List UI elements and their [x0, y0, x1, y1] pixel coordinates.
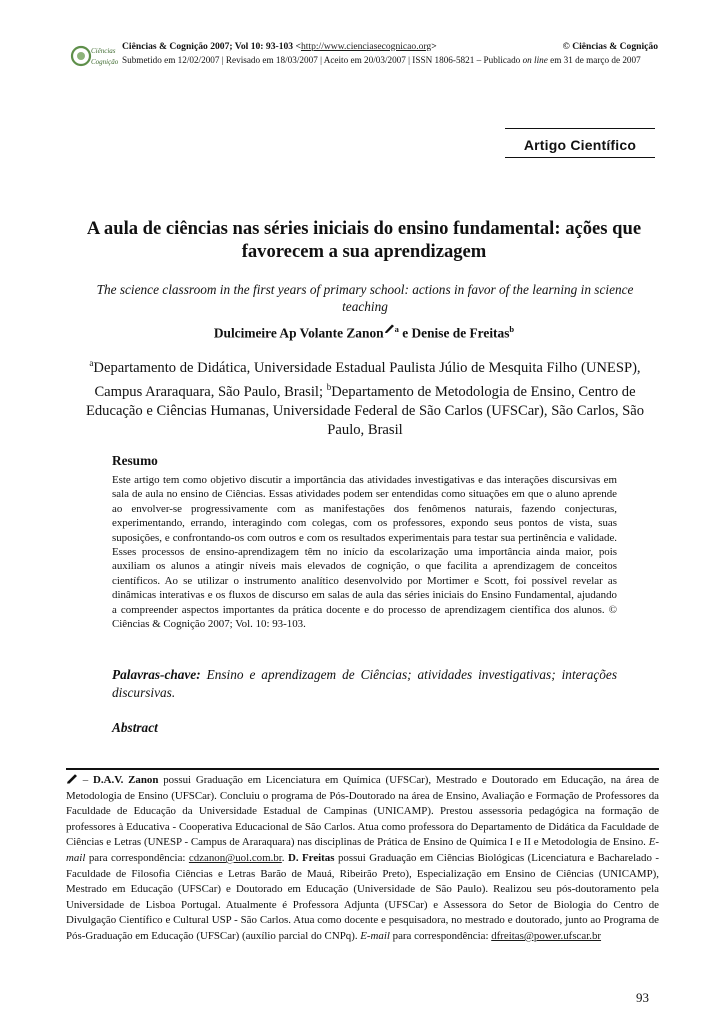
page-number: 93	[636, 990, 649, 1005]
footnote-text-1: possui Graduação em Licenciatura em Química (UFSCar), Mestrado e Doutorado em Educação, na área de Metodologia de Ensino (UFSCar). Concluiu o programa de Pós-Doutorado na área de Ensino, Avaliação e Formação de Professores da Faculdade de Educação da Universidade Estadual de Campinas (UNICAMP). Prestou assessoria pedagógica na formação de professores à Educativa - Cooperativa Educacional de São Carlos. Atua como professora do Departamento de Didática da Faculdade de Ciências e Letras (UNESP - Campus de Araraquara) nas disciplinas de Prática de Ensino de Química I e II e Metodologia de Ensino.	[66, 774, 659, 849]
journal-reference	[122, 41, 658, 52]
footnote-text-1b: para correspondência:	[85, 851, 189, 864]
author-footnote	[66, 773, 659, 945]
submission-text-b: em 31 de março de 2007	[547, 55, 641, 65]
submission-text-a: Submetido em 12/02/2007 | Revisado em 18/03/2007 | Aceito em 20/03/2007 | ISSN 1806-5821 – Publicado	[122, 55, 523, 65]
author-1-sup: a	[394, 324, 399, 334]
journal-logo	[71, 40, 119, 72]
author-1: Dulcimeire Ap Volante Zanon	[213, 325, 384, 341]
abstract-heading: Abstract	[112, 720, 158, 735]
author-2-sup: b	[509, 324, 515, 334]
section-tag-rule-top	[505, 128, 655, 129]
journal-url-link[interactable]: http://www.cienciasecognicao.org	[300, 41, 432, 52]
logo-text-line2: Cognição	[91, 58, 119, 66]
affil-a-text: Departamento de Didática, Universidade Estadual Paulista Júlio de Mesquita Filho (UNESP), Campus Araraquara, São Paulo, Brasil;	[93, 359, 641, 400]
footnote-email-label-2: E-mail	[360, 929, 390, 942]
affiliations	[70, 354, 660, 440]
journal-ref-text: Ciências & Cognição 2007; Vol 10: 93-103 <	[122, 41, 301, 52]
logo-text-line1: Ciências	[91, 47, 116, 55]
footnote-dash: –	[78, 774, 94, 786]
footnote-email-label-1: E-mail	[66, 836, 659, 864]
article-title: A aula de ciências nas séries iniciais do ensino fundamental: ações que favorecem a sua aprendizagem	[86, 218, 642, 262]
keywords-text: Ensino e aprendizagem de Ciências; atividades investigativas; interações discursivas.	[112, 667, 617, 700]
resumo-heading: Resumo	[112, 453, 158, 468]
section-tag: Artigo Científico	[523, 137, 637, 153]
pen-icon	[384, 324, 395, 334]
email-link-freitas[interactable]: dfreitas@power.ufscar.br	[491, 929, 602, 942]
submission-online: on line	[522, 55, 548, 65]
email-link-zanon[interactable]: cdzanon@uol.com.br	[188, 851, 282, 864]
article-subtitle-english: The science classroom in the first years of primary school: actions in favor of the learning in science teaching	[96, 282, 634, 314]
affil-b-text: Departamento de Metodologia de Ensino, Centro de Educação e Ciências Humanas, Universidade Federal de São Carlos (UFSCar), São Carlos, São Paulo, Brasil	[85, 383, 645, 438]
footnote-text-2b: para correspondência:	[389, 929, 492, 942]
footnote-text-2: possui Graduação em Ciências Biológicas (Licenciatura e Bacharelado - Faculdade de Filosofia Ciências e Letras Barão de Mauá, Ribeirão Preto), Especialização em Ensino de Ciências (UNICAMP), Mestrado em Educação (UFSCar) e Doutorado em Educação (Universidade de São Paulo). Realizou seu pós-doutoramento pela Universidade de Lisboa Portugal. Atualmente é Professora Adjunta (UFSCar) e Assessora do Setor de Biologia do Centro de Divulgação Científico e Cultural USP - São Carlos. Atua como docente e pesquisadora, no mestrado e doutorado, junto ao Programa de Pós-Graduação em Educação (UFSCar) (auxílio parcial do CNPq).	[66, 851, 659, 942]
affil-b-sup: b	[326, 381, 332, 392]
affil-a-sup: a	[89, 358, 94, 368]
footnote-sep: .	[281, 851, 288, 864]
footnote-name-1: D.A.V. Zanon	[93, 774, 159, 786]
journal-ref-close: >	[431, 41, 437, 52]
resumo-body: Este artigo tem como objetivo discutir a importância das atividades investigativas e das interações discursivas em sala de aula no ensino de Ciências. Essas atividades podem ser entendidas como situações em que o aluno aprende ao envolver-se progressivamente com as manifestações dos fenômenos naturais, fazendo conjecturas, experimentando, errando, interagindo com colegas, com os professores, expondo seus pontos de vista, suas suposições, e confrontando-os com outros e com os resultados experimentais para testar sua pertinência e validade. Esses processos de ensino-aprendizagem têm no início da escolarização uma importância ainda maior, pois auxiliam os alunos a atingir níveis mais elevados de cognição, o que facilita a aprendizagem de conceitos científicos. Ao se utilizar o instrumento analítico desenvolvido por Mortimer e Scott, foi possível revelar as dinâmicas interativas e os fluxos de discurso em salas de aula das séries iniciais do Ensino Fundamental, ajudando a compreender aspectos importantes da prática docente e do processo de aprendizagem científica dos alunos. © Ciências & Cognição 2007; Vol. 10: 93-103.	[112, 474, 617, 631]
footnote-rule	[66, 768, 659, 770]
pen-icon	[66, 774, 78, 784]
author-conjunction: e	[398, 325, 412, 341]
author-line	[66, 324, 662, 341]
submission-info	[122, 55, 658, 65]
section-tag-rule-bottom	[505, 157, 655, 158]
copyright-notice: © Ciências & Cognição	[562, 41, 658, 52]
keywords-label: Palavras-chave:	[112, 667, 201, 682]
keywords	[112, 666, 617, 702]
footnote-name-2: D. Freitas	[287, 851, 335, 864]
author-2: Denise de Freitas	[411, 325, 510, 341]
